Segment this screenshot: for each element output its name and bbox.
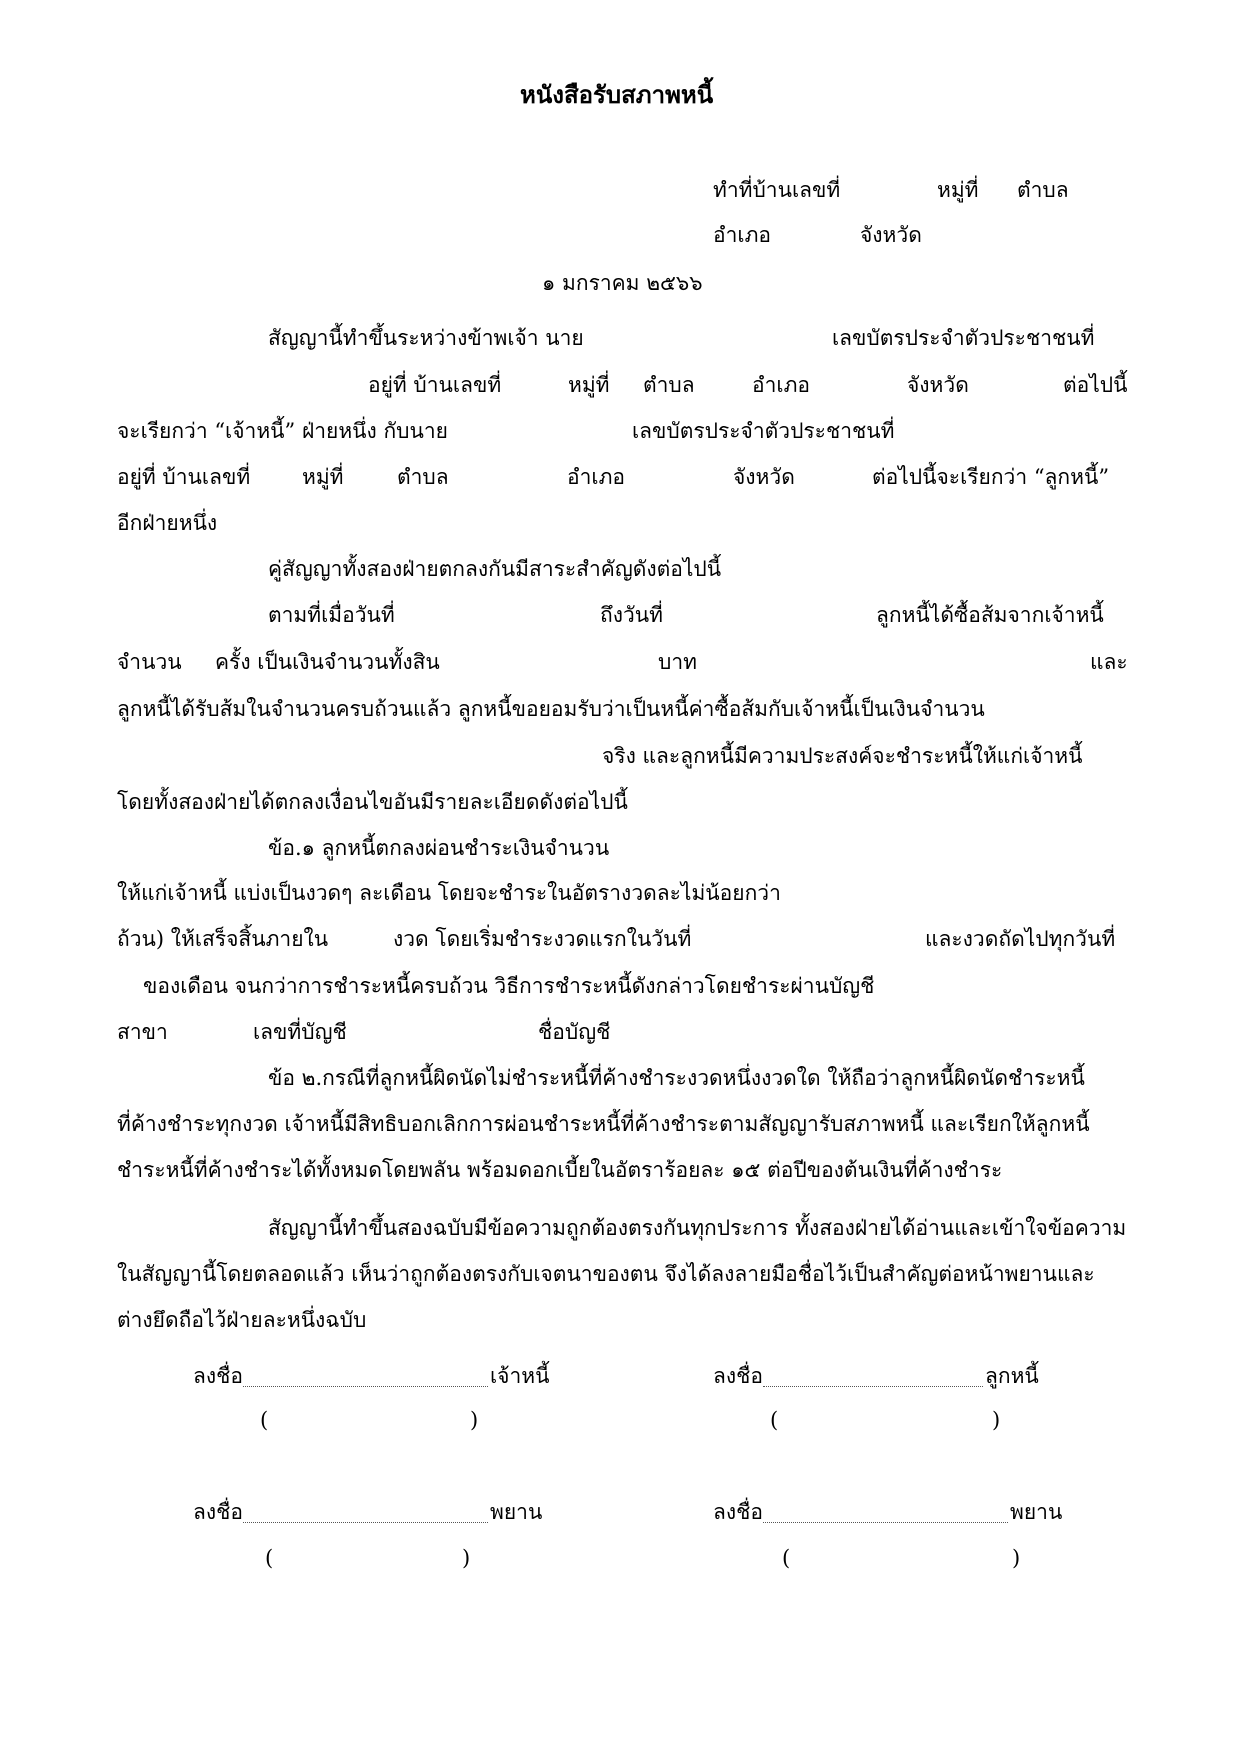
witness2-role-label: พยาน xyxy=(1010,1500,1063,1524)
parties-text: จะเรียกว่า “เจ้าหนี้” ฝ่ายหนึ่ง กับนาย xyxy=(117,419,448,443)
clause1-text: สาขา xyxy=(117,1020,168,1044)
parties-text: อำเภอ xyxy=(752,373,811,397)
agreement-text: จริง และลูกหนี้มีความประสงค์จะชำระหนี้ให้แก่เจ้าหนี้ xyxy=(602,744,1083,768)
clause1-text: และงวดถัดไปทุกวันที่ xyxy=(925,927,1116,951)
creditor-signature-line[interactable] xyxy=(243,1386,488,1387)
agreement-text: จำนวน xyxy=(117,650,182,674)
witness2-signature-line[interactable] xyxy=(763,1522,1008,1523)
debtor-signature-line[interactable] xyxy=(763,1386,983,1387)
agreement-text: และ xyxy=(1090,650,1128,674)
agreement-text: โดยทั้งสองฝ่ายได้ตกลงเงื่อนไขอันมีรายละเอียดดังต่อไปนี้ xyxy=(117,790,628,814)
parties-text: สัญญานี้ทำขึ้นระหว่างข้าพเจ้า นาย xyxy=(268,326,584,350)
parties-text: อยู่ที่ บ้านเลขที่ xyxy=(117,465,251,489)
parties-text: หมู่ที่ xyxy=(302,465,344,489)
creditor-role-label: เจ้าหนี้ xyxy=(490,1364,550,1388)
parties-text: ต่อไปนี้ xyxy=(1063,373,1128,397)
witness1-signature-line[interactable] xyxy=(243,1522,488,1523)
parties-text: เลขบัตรประจำตัวประชาชนที่ xyxy=(832,326,1095,350)
clause1-text: ให้แก่เจ้าหนี้ แบ่งเป็นงวดๆ ละเดือน โดยจะชำระในอัตรางวดละไม่น้อยกว่า xyxy=(117,881,781,905)
agreement-intro: คู่สัญญาทั้งสองฝ่ายตกลงกันมีสาระสำคัญดังต่อไปนี้ xyxy=(268,557,722,581)
closing-text: สัญญานี้ทำขึ้นสองฉบับมีข้อความถูกต้องตรงกันทุกประการ ทั้งสองฝ่ายได้อ่านและเข้าใจข้อความ xyxy=(268,1216,1127,1240)
parties-text: อยู่ที่ บ้านเลขที่ xyxy=(368,373,502,397)
clause2-text: ที่ค้างชำระทุกงวด เจ้าหนี้มีสิทธิบอกเลิกการผ่อนชำระหนี้ที่ค้างชำระตามสัญญารับสภาพหนี้ และเรียกให้ลูกหนี้ xyxy=(117,1112,1090,1136)
parties-text: เลขบัตรประจำตัวประชาชนที่ xyxy=(632,419,895,443)
clause1-text: เลขที่บัญชี xyxy=(253,1020,347,1044)
parties-text: จังหวัด xyxy=(907,373,969,397)
parties-text: อีกฝ่ายหนึ่ง xyxy=(117,511,218,535)
document-title: หนังสือรับสภาพหนี้ xyxy=(520,80,714,109)
place-moo-label: หมู่ที่ xyxy=(937,178,979,202)
place-province-label: จังหวัด xyxy=(860,223,922,247)
parties-text: จังหวัด xyxy=(733,465,795,489)
closing-text: ต่างยึดถือไว้ฝ่ายละหนึ่งฉบับ xyxy=(117,1308,367,1332)
witness1-name-open-paren: ( xyxy=(265,1546,274,1570)
document-date: ๑ มกราคม ๒๕๖๖ xyxy=(542,271,703,295)
clause2-text: ชำระหนี้ที่ค้างชำระได้ทั้งหมดโดยพลัน พร้อมดอกเบี้ยในอัตราร้อยละ ๑๕ ต่อปีของต้นเงินที่ค้างชำระ xyxy=(117,1158,1003,1182)
agreement-text: บาท xyxy=(658,650,697,674)
witness1-role-label: พยาน xyxy=(490,1500,543,1524)
creditor-name-close-paren: ) xyxy=(470,1408,479,1432)
clause1-text: ของเดือน จนกว่าการชำระหนี้ครบถ้วน วิธีการชำระหนี้ดังกล่าวโดยชำระผ่านบัญชี xyxy=(143,974,875,998)
witness1-name-close-paren: ) xyxy=(462,1546,471,1570)
witness1-sign-label: ลงชื่อ xyxy=(193,1500,243,1524)
agreement-text: ลูกหนี้ได้ซื้อส้มจากเจ้าหนี้ xyxy=(876,603,1104,627)
debtor-sign-label: ลงชื่อ xyxy=(713,1364,763,1388)
agreement-text: ถึงวันที่ xyxy=(600,603,663,627)
clause1-text: ชื่อบัญชี xyxy=(538,1020,611,1044)
agreement-text: ครั้ง เป็นเงินจำนวนทั้งสิน xyxy=(215,650,440,674)
debtor-name-close-paren: ) xyxy=(992,1408,1001,1432)
clause1-text: ถ้วน) ให้เสร็จสิ้นภายใน xyxy=(117,927,329,951)
place-house-label: ทำที่บ้านเลขที่ xyxy=(713,178,841,202)
debtor-role-label: ลูกหนี้ xyxy=(985,1364,1039,1388)
parties-text: ตำบล xyxy=(643,373,695,397)
creditor-name-open-paren: ( xyxy=(260,1408,269,1432)
closing-text: ในสัญญานี้โดยตลอดแล้ว เห็นว่าถูกต้องตรงกับเจตนาของตน จึงได้ลงลายมือชื่อไว้เป็นสำคัญต่อหน้าพยานและ xyxy=(117,1262,1095,1286)
agreement-text: ตามที่เมื่อวันที่ xyxy=(268,603,395,627)
parties-text: หมู่ที่ xyxy=(568,373,610,397)
debtor-name-open-paren: ( xyxy=(770,1408,779,1432)
agreement-text: ลูกหนี้ได้รับส้มในจำนวนครบถ้วนแล้ว ลูกหนี้ขอยอมรับว่าเป็นหนี้ค่าซื้อส้มกับเจ้าหนี้เป็นเงินจำนวน xyxy=(117,697,985,721)
place-tambon-label: ตำบล xyxy=(1017,178,1069,202)
clause2-text: ข้อ ๒.กรณีที่ลูกหนี้ผิดนัดไม่ชำระหนี้ที่ค้างชำระงวดหนึ่งงวดใด ให้ถือว่าลูกหนี้ผิดนัดชำระหนี้ xyxy=(268,1066,1085,1090)
witness2-name-close-paren: ) xyxy=(1012,1546,1021,1570)
parties-text: ตำบล xyxy=(397,465,449,489)
clause1-text: ข้อ.๑ ลูกหนี้ตกลงผ่อนชำระเงินจำนวน xyxy=(268,836,610,860)
witness2-name-open-paren: ( xyxy=(782,1546,791,1570)
creditor-sign-label: ลงชื่อ xyxy=(193,1364,243,1388)
parties-text: ต่อไปนี้จะเรียกว่า “ลูกหนี้” xyxy=(872,465,1110,489)
witness2-sign-label: ลงชื่อ xyxy=(713,1500,763,1524)
parties-text: อำเภอ xyxy=(567,465,626,489)
clause1-text: งวด โดยเริ่มชำระงวดแรกในวันที่ xyxy=(393,927,692,951)
place-amphoe-label: อำเภอ xyxy=(713,223,772,247)
